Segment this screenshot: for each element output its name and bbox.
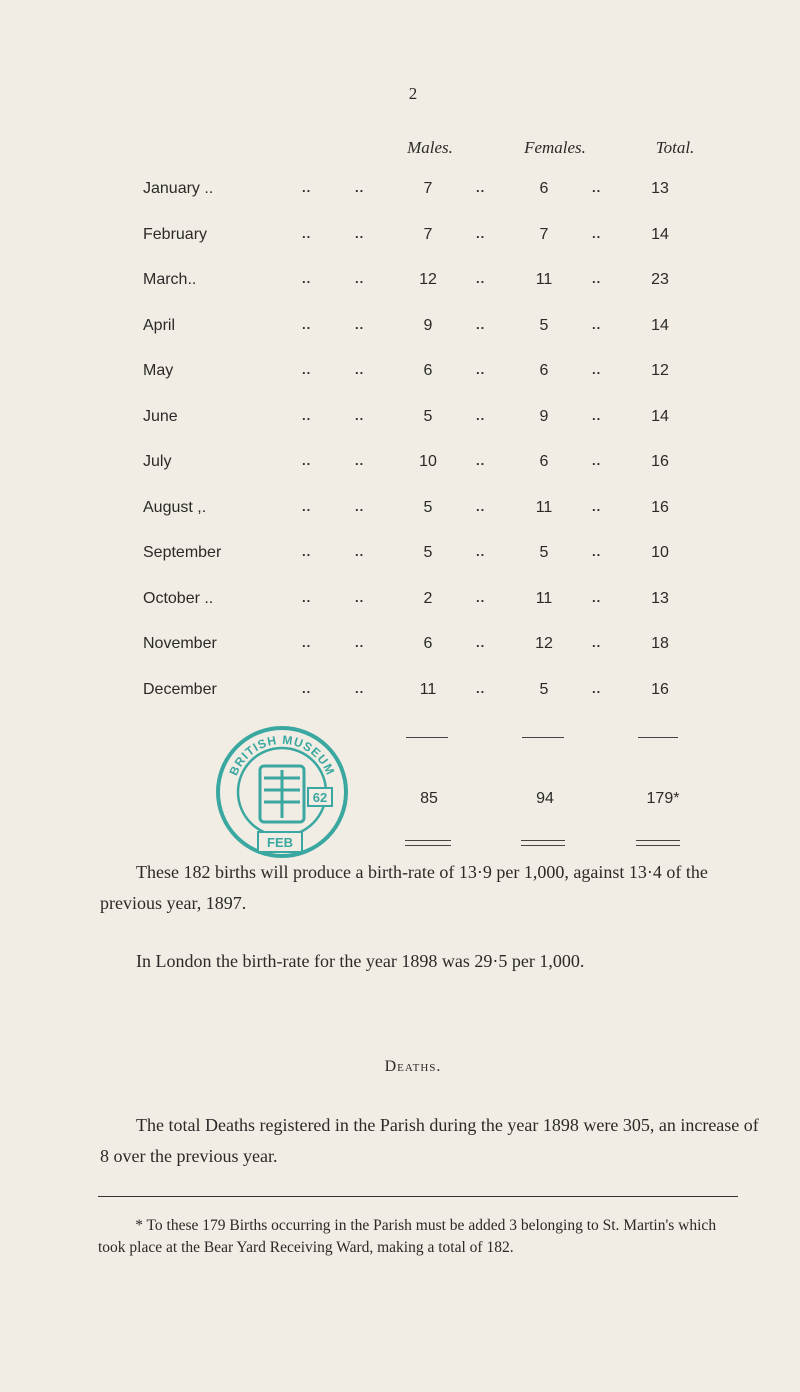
leader-dots: .. [355,544,365,559]
males-cell: 7 [423,180,433,197]
rule-total [638,737,678,738]
females-cell: 5 [539,316,549,334]
leader-dots: .. [355,362,365,377]
males-cell: 6 [423,635,433,652]
page-number: 2 [408,84,418,103]
month-cell: November [143,635,217,652]
header-total: Total. [655,138,695,157]
leader-dots: .. [355,498,365,514]
leader-dots: .. [476,225,486,241]
females-cell: 6 [539,362,549,379]
header-males: Males. [407,138,453,157]
double-rule-total [636,840,680,846]
females-cell: 11 [535,271,553,288]
leader-dots: .. [476,635,486,650]
males-cell: 6 [423,362,433,379]
total-cell: 14 [651,407,669,425]
males-cell: 7 [423,225,433,243]
svg-text:FEB: FEB [267,835,293,850]
london-paragraph: In London the birth-rate for the year 1898 was 29·5 per 1,000. [136,951,585,971]
table-row [0,271,800,299]
leader-dots: .. [592,271,602,286]
month-cell: March.. [143,271,197,288]
males-cell: 12 [419,271,437,288]
total-cell: 13 [651,180,669,197]
total-cell: 16 [651,680,669,698]
leader-dots: .. [302,453,312,468]
svg-text:62: 62 [312,790,328,805]
leader-dots: .. [302,680,312,696]
table-row [0,499,800,527]
leader-dots: .. [592,362,602,377]
leader-dots: .. [592,589,602,605]
leader-dots: .. [355,635,365,650]
males-cell: 5 [423,407,433,425]
total-cell: 16 [651,453,669,470]
leader-dots: .. [592,316,602,332]
leader-dots: .. [592,635,602,650]
leader-dots: .. [355,271,365,286]
month-cell: July [143,453,172,470]
table-row [0,180,800,208]
header-females: Females. [524,138,586,157]
males-cell: 2 [423,589,433,607]
males-cell: 11 [419,680,437,698]
leader-dots: .. [302,316,312,332]
month-cell: January .. [143,180,214,197]
leader-dots: .. [476,544,486,559]
table-row [0,453,800,481]
table-row [0,681,800,709]
leader-dots: .. [355,316,365,332]
total-cell: 14 [651,225,669,243]
females-cell: 5 [539,680,549,698]
rule-females [522,737,564,738]
total-cell: 13 [651,589,669,607]
leader-dots: .. [302,362,312,377]
table-row [0,635,800,663]
total-cell: 12 [651,362,669,379]
deaths-paragraph: The total Deaths registered in the Parish during the year 1898 were 305, an increase of 8 over the previous year. [100,1115,759,1166]
leader-dots: .. [476,589,486,605]
leader-dots: .. [355,180,365,195]
leader-dots: .. [355,680,365,696]
leader-dots: .. [476,180,486,195]
leader-dots: .. [592,453,602,468]
females-cell: 7 [539,225,549,243]
leader-dots: .. [302,544,312,559]
leader-dots: .. [476,316,486,332]
leader-dots: .. [592,498,602,514]
leader-dots: .. [302,225,312,241]
total-cell: 23 [651,271,669,288]
footnote-divider [98,1196,738,1197]
leader-dots: .. [355,407,365,423]
leader-dots: .. [476,453,486,468]
leader-dots: .. [355,225,365,241]
leader-dots: .. [476,362,486,377]
museum-stamp-icon [212,722,352,862]
birth-rate-paragraph: These 182 births will produce a birth-rate of 13·9 per 1,000, against 13·4 of the previous year, 1897. [100,862,708,913]
leader-dots: .. [592,407,602,423]
leader-dots: .. [302,180,312,195]
females-cell: 6 [539,453,549,470]
leader-dots: .. [476,271,486,286]
rule-males [406,737,448,738]
leader-dots: .. [592,180,602,195]
leader-dots: .. [476,680,486,696]
total-cell: 10 [651,544,669,561]
leader-dots: .. [355,589,365,605]
month-cell: August ,. [143,498,207,516]
females-cell: 9 [539,407,549,425]
double-rule-females [521,840,565,846]
total-males: 85 [420,790,438,807]
leader-dots: .. [476,407,486,423]
males-cell: 9 [423,316,433,334]
total-cell: 16 [651,498,669,516]
table-row [0,226,800,254]
table-row [0,317,800,345]
table-row [0,544,800,572]
males-cell: 10 [419,453,437,470]
month-cell: June [143,407,178,425]
females-cell: 12 [535,635,553,652]
total-cell: 18 [651,635,669,652]
leader-dots: .. [592,225,602,241]
table-row [0,362,800,390]
females-cell: 5 [539,544,549,561]
leader-dots: .. [302,589,312,605]
females-cell: 6 [539,180,549,197]
month-cell: September [143,544,222,561]
month-cell: February [143,225,208,243]
males-cell: 5 [423,498,433,516]
leader-dots: .. [355,453,365,468]
males-cell: 5 [423,544,433,561]
leader-dots: .. [592,544,602,559]
table-row [0,590,800,618]
leader-dots: .. [302,407,312,423]
leader-dots: .. [592,680,602,696]
svg-text:BRITISH MUSEUM: BRITISH MUSEUM [226,732,338,778]
females-cell: 11 [535,589,553,607]
double-rule-males [405,840,451,846]
leader-dots: .. [476,498,486,514]
leader-dots: .. [302,635,312,650]
total-females: 94 [536,790,554,807]
leader-dots: .. [302,271,312,286]
females-cell: 11 [535,498,553,516]
month-cell: May [143,362,174,379]
month-cell: April [143,316,176,334]
month-cell: December [143,680,217,698]
month-cell: October .. [143,589,214,607]
total-cell: 14 [651,316,669,334]
leader-dots: .. [302,498,312,514]
table-row [0,408,800,436]
footnote: * To these 179 Births occurring in the Parish must be added 3 belonging to St. Martin's which took place at the Bear Yard Receiving Ward, making a total of 182. [98,1217,717,1256]
total-total: 179* [646,790,680,807]
deaths-heading: Deaths. [384,1058,442,1075]
